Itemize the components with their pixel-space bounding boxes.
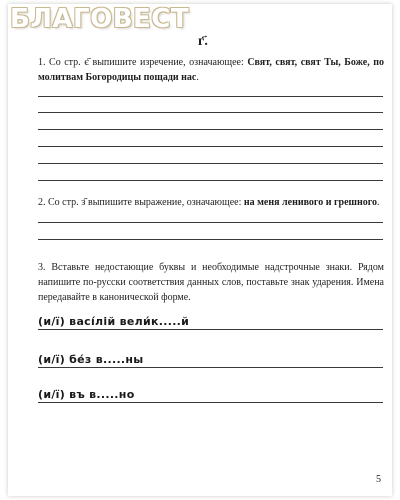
answer-line	[38, 329, 383, 330]
answer-line	[38, 163, 383, 164]
answer-line	[38, 112, 383, 113]
exercise-word-3: (и/ї) въ в.....но	[38, 388, 135, 401]
answer-line	[38, 96, 383, 97]
answer-line	[38, 402, 383, 403]
answer-line	[38, 239, 383, 240]
answer-line	[38, 129, 383, 130]
page-number: 5	[376, 474, 381, 485]
task-3: 3. Вставьте недостающие буквы и необходимые надстрочные знаки. Рядом напишите по-русски соответствия данных слов, поставьте знак ударения. Имена передавайте в канонической форме.	[38, 262, 384, 303]
answer-line	[38, 146, 383, 147]
task-2	[38, 194, 384, 210]
task-2-text: выпишите выражение, означающее:	[87, 197, 242, 208]
task-2-phrase: на меня ленивого и грешного	[243, 197, 378, 208]
page-header-number: г҃.	[198, 34, 208, 49]
exercise-word-1: (и/ї) васі́лій вели́к.....й	[38, 315, 190, 328]
task-2-page-ref: з҃	[81, 195, 86, 208]
watermark-logo: БЛАГОВЕСТ	[10, 4, 190, 34]
task-1-end: .	[196, 72, 199, 83]
answer-line	[38, 180, 383, 181]
answer-line	[38, 367, 383, 368]
task-2-lead: 2. Со стр.	[38, 197, 79, 208]
task-1-lead: 1. Со стр.	[38, 57, 81, 68]
answer-line	[38, 222, 383, 223]
task-1-text: выпишите изречение, означающее:	[92, 57, 244, 68]
task-1-page-ref: є҃	[84, 55, 89, 68]
task-2-end: .	[377, 197, 380, 208]
exercise-word-2: (и/ї) бе́з в.....ны	[38, 353, 144, 366]
task-1	[38, 54, 384, 85]
task-1-phrase: Свят, свят, свят Ты, Боже, по молитвам Богородицы пощади нас	[38, 57, 384, 83]
workbook-page	[8, 4, 392, 496]
